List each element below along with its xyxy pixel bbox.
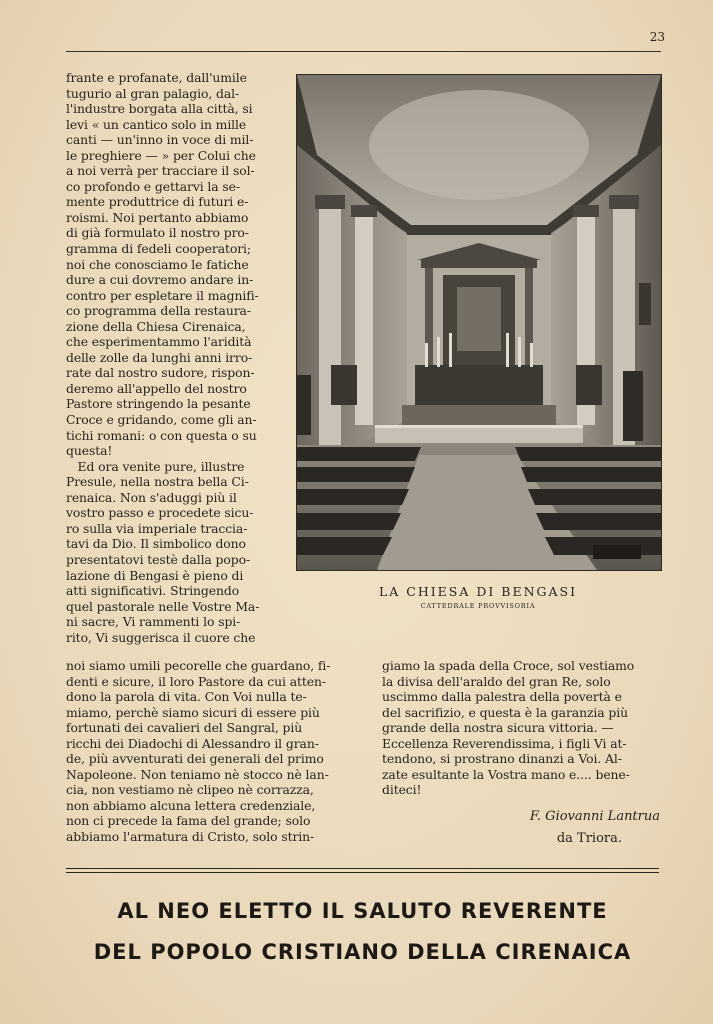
article-column-right-bottom: giamo la spada della Croce, sol vestiamo la divisa dell'araldo del gran Re, solo uscimmo dalla palestra della povertà e del sacrifizio, e questa è la garanzia più grande della nostra sicura vittoria. — Eccellenza Reverendissima, i figli Vi at- tendono, si prostrano dinanzi a Voi. Al- zate esultante la Vostra mano e.... bene- diteci! <box>382 658 635 798</box>
banner-line-2: DEL POPOLO CRISTIANO DELLA CIRENAICA <box>93 940 632 964</box>
author-signature: F. Giovanni Lantrua <box>529 809 660 824</box>
figure-caption: LA CHIESA DI BENGASI <box>378 584 578 599</box>
banner-rule <box>66 868 659 873</box>
author-place: da Triora. <box>556 831 622 846</box>
church-photo <box>296 74 662 571</box>
article-column-left-bottom: noi siamo umili pecorelle che guardano, fi- denti e sicure, il loro Pastore da cui atten- dono la parola di vita. Con Voi nulla te- miamo, perchè siamo sicuri di essere più fortunati dei cavalieri del Sangral, più ricchi dei Diadochi di Alessandro il gran- de, più avventurati dei generali del primo Napoleone. Non teniamo nè stocco nè lan- cia, non vestiamo nè clipeo nè corrazza, non abbiamo alcuna lettera credenziale, non ci precede la fama del grande; solo abbiamo l'armatura di Cristo, solo strin- <box>66 658 331 845</box>
page-number: 23 <box>649 30 665 44</box>
header-rule <box>66 51 661 52</box>
figure-subcaption: CATTEDRALE PROVVISORIA <box>420 602 536 610</box>
article-column-left-top: frante e profanate, dall'umile tugurio al gran palagio, dal- l'industre borgata alla città, si levi « un cantico solo in mille canti — un'inno in voce di mil- le preghiere — » per Colui che a noi verrà per tracciare il sol- co profondo e gettarvi la se- mente produttrice di futuri e- roismi. Noi pertanto abbiamo di già formulato il nostro pro- gramma di fedeli cooperatori; noi che conosciamo le fatiche dure a cui dovremo andare in- contro per espletare il magnifi- co programma della restaura- zione della Chiesa Cirenaica, che esperimentammo l'aridità delle zolle da lunghi anni irro- rate dal nostro sudore, rispon- deremo all'appello del nostro Pastore stringendo la pesante Croce e gridando, come gli an- tichi romani: o con questa o su questa! Ed ora venite pure, illustre Presule, nella nostra bella Ci- renaica. Non s'aduggi più il vostro passo e procedete sicu- ro sulla via imperiale traccia- tavi da Dio. Il simbolico dono presentatovi testè dalla popo- lazione di Bengasi è pieno di atti significativi. Stringendo quel pastorale nelle Vostre Ma- ni sacre, Vi rammenti lo spi- rito, Vi suggerisca il cuore che <box>66 70 260 645</box>
banner-line-1: AL NEO ELETTO IL SALUTO REVERENTE <box>117 899 608 923</box>
